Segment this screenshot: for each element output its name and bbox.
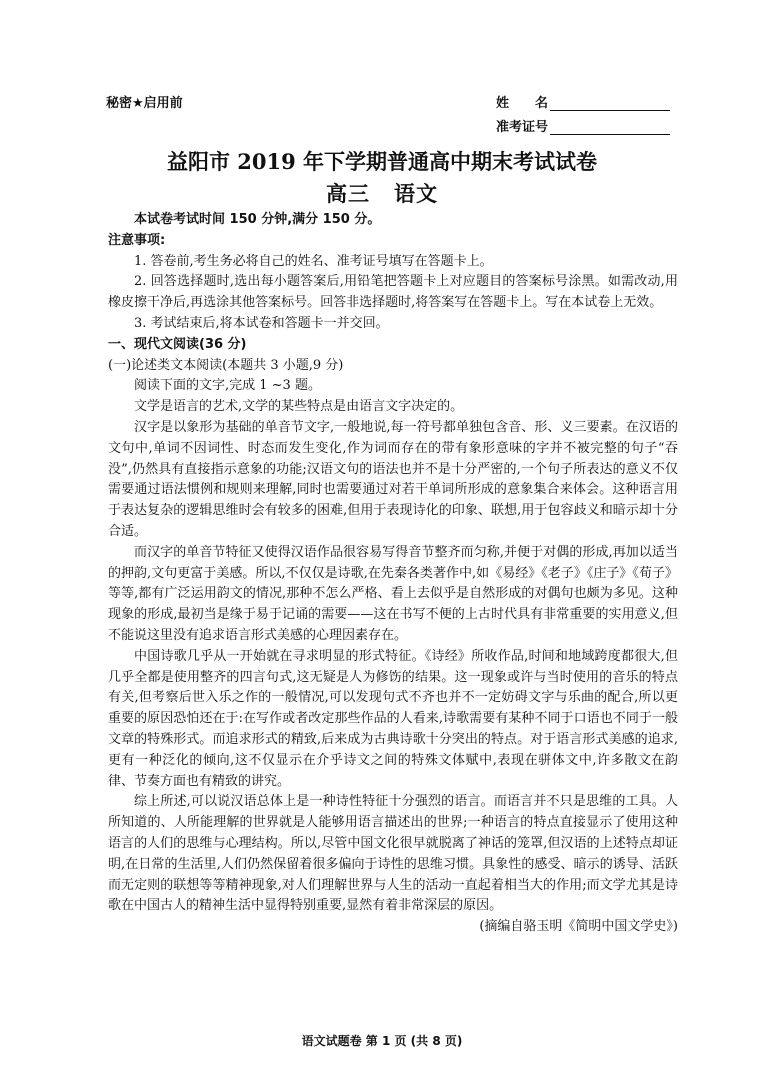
name-blank-line [550,96,670,111]
subsection-heading: (一)论述类文本阅读(本题共 3 小题,9 分) [108,357,344,373]
ticket-number-label: 准考证号 [496,120,549,135]
passage-paragraph: 中国诗歌几乎从一开始就在寻求明显的形式特征。《诗经》所收作品,时间和地域跨度都很大,但几乎全都是使用整齐的四言句式,这无疑是人为修饬的结果。这一现象或许与当时使用的音乐的特点有关,但考察后世入乐之作的一般情况,可以发现句式不齐也并不一定妨碍文字与乐曲的配合,所以更重要的原因恐怕还在于:在写作或者改定那些作品的人看来,诗歌需要有某种不同于口语也不同于一般文章的特殊形式。而追求形式的精致,后来成为古典诗歌十分突出的特点。对于语言形式美感的追求,更有一种泛化的倾向,这不仅显示在介乎诗文之间的特殊文体赋中,表现在骈体文中,许多散文在韵律、节奏方面也有精致的讲究。 [108,648,678,789]
exam-subtitle [0,178,764,208]
passage-paragraph: 文学是语言的艺术,文学的某些特点是由语言文字决定的。 [134,399,464,415]
passage-paragraph: 综上所述,可以说汉语总体上是一种诗性特征十分强烈的语言。而语言并不只是思维的工具。人所知道的、人所能理解的世界就是人能够用语言描述出的世界;一种语言的特点直接显示了使用这种语言的人们的思维与心理结构。所以,尽管中国文化很早就脱离了神话的笼罩,但汉语的上述特点却证明,在日常的生活里,人们仍然保留着很多偏向于诗性的思维习惯。具象性的感受、暗示的诱导、活跃而无定则的联想等等精神现象,对人们理解世界与人生的活动一直起着相当大的作用;而文学尤其是诗歌在中国古人的精神生活中显得特别重要,显然有着非常深层的原因。 [108,794,678,914]
ticket-number-field [496,116,670,135]
confidential-label: 秘密★启用前 [106,96,183,111]
notes-heading: 注意事项: [108,232,166,248]
exam-content [108,210,678,938]
passage-source: (摘编自骆玉明《简明中国文学史》) [479,919,678,935]
name-label: 姓 名 [496,96,549,111]
grade-label: 高三 [326,181,370,206]
subject-label: 语文 [394,181,438,206]
passage-paragraph: 而汉字的单音节特征又使得汉语作品很容易写得音节整齐而匀称,并便于对偶的形成,再加以适当的押韵,文句更富于美感。所以,不仅仅是诗歌,在先秦各类著作中,如《易经》《老子》《庄子》《荀子》等等,都有广泛运用韵文的情况,那种不怎么严格、看上去似乎是自然形成的对偶句也颇为多见。这种现象的形成,最初当是缘于易于记诵的需要——这在书写不便的上古时代具有非常重要的实用意义,但不能说这里没有追求语言形式美感的心理因素存在。 [108,544,678,643]
note-item: 2. 回答选择题时,选出每小题答案后,用铅笔把答题卡上对应题目的答案标号涂黑。如需改动,用橡皮擦干净后,再选涂其他答案标号。回答非选择题时,将答案写在答题卡上。写在本试卷上无效。 [108,274,678,311]
reading-instruction: 阅读下面的文字,完成 1 ~3 题。 [134,378,321,394]
ticket-number-blank-line [550,120,670,135]
exam-info: 本试卷考试时间 150 分钟,满分 150 分。 [134,212,381,227]
passage-paragraph: 汉字是以象形为基础的单音节文字,一般地说,每一符号都单独包含音、形、义三要素。在汉语的文句中,单词不因词性、时态而发生变化,作为词而存在的带有象形意味的字并不被完整的句子“吞没”,仍然具有直接指示意象的功能;汉语文句的语法也并不是十分严密的,一个句子所表达的意义不仅需要通过语法惯例和规则来理解,同时也需要通过对若干单词所形成的意象集合来体会。这种语言用于表达复杂的逻辑思维时会有较多的困难,但用于表现诗化的印象、联想,用于包容歧义和暗示却十分合适。 [108,419,678,539]
note-item: 1. 答卷前,考生务必将自己的姓名、准考证号填写在答题卡上。 [134,253,493,269]
name-field [496,92,670,111]
note-item: 3. 考试结束后,将本试卷和答题卡一并交回。 [134,315,389,331]
exam-title: 益阳市 2019 年下学期普通高中期末考试试卷 [166,149,598,174]
section-heading: 一、现代文阅读(36 分) [108,336,247,352]
page-footer: 语文试题卷 第 1 页 (共 8 页) [301,1034,463,1048]
